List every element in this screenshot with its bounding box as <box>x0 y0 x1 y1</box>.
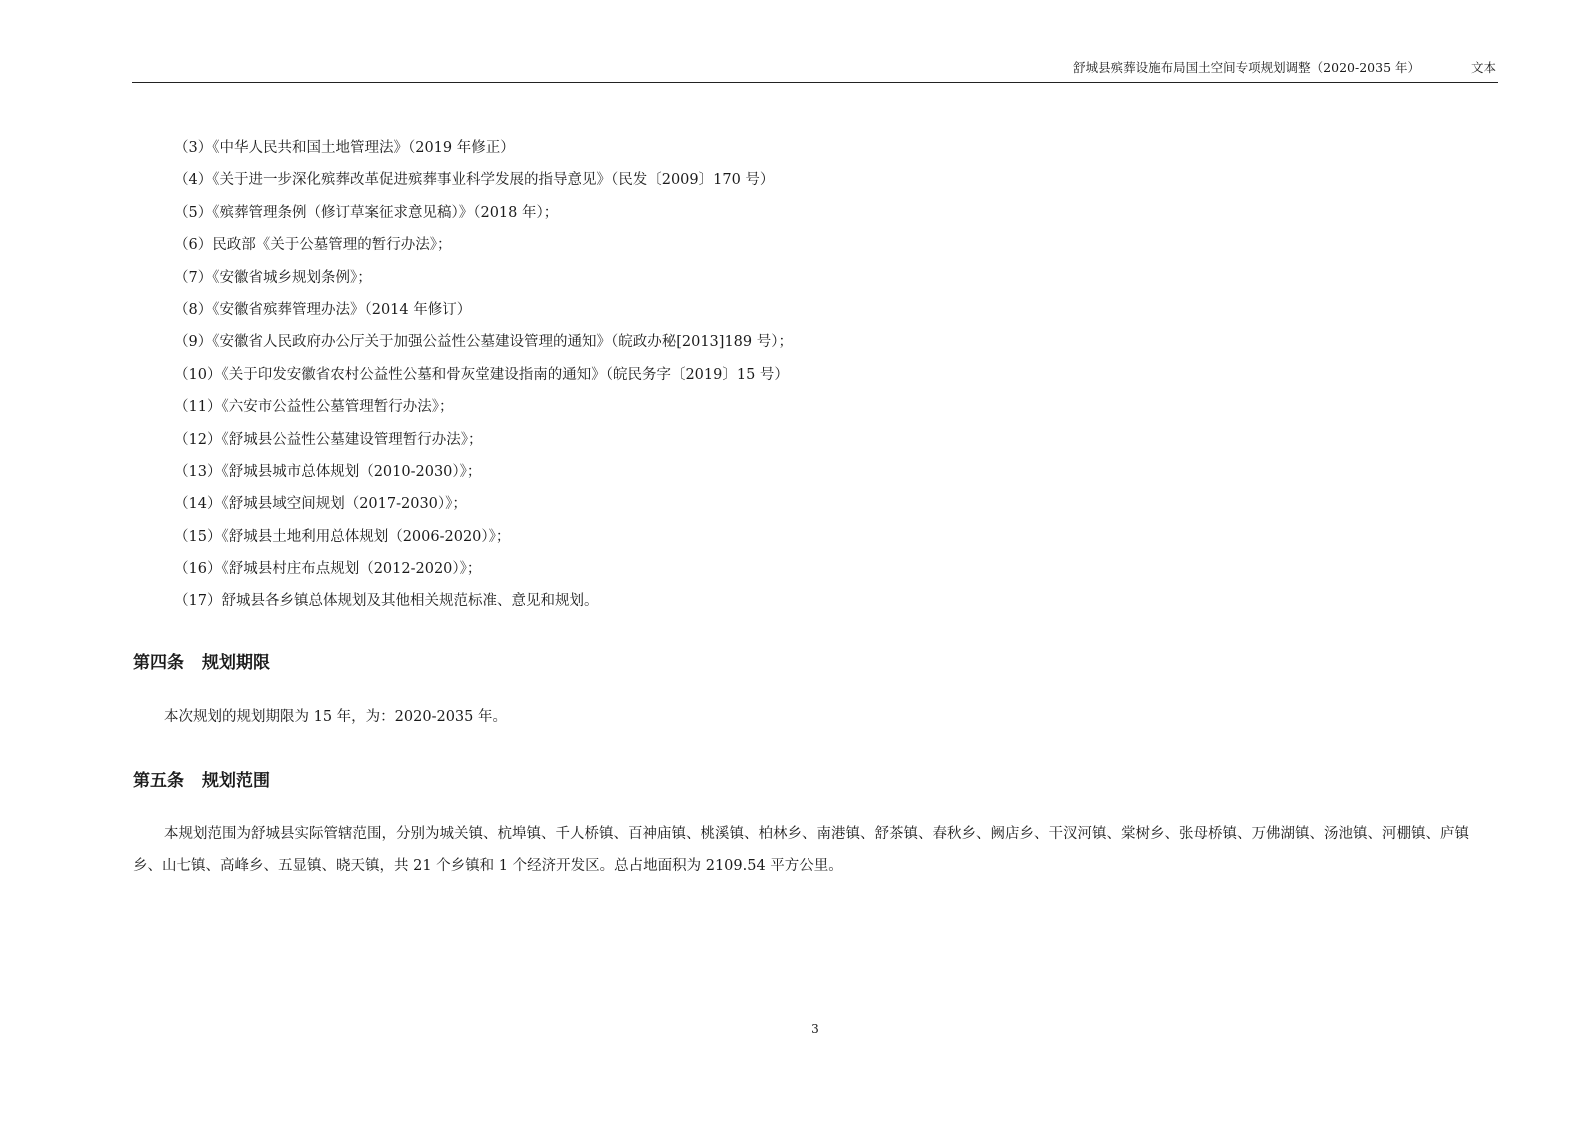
reference-item: （13）《舒城县城市总体规划（2010-2030）》； <box>174 463 482 480</box>
article-5-title: 规划范围 <box>202 771 270 791</box>
article-5-number: 第五条 <box>133 771 184 791</box>
reference-item: （6）民政部《关于公墓管理的暂行办法》； <box>174 237 452 254</box>
reference-item: （4）《关于进一步深化殡葬改革促进殡葬事业科学发展的指导意见》（民发〔2009〕170 号） <box>174 172 775 189</box>
reference-item: （16）《舒城县村庄布点规划（2012-2020）》； <box>174 561 482 578</box>
reference-item: （11）《六安市公益性公墓管理暂行办法》； <box>174 399 454 416</box>
reference-item: （5）《殡葬管理条例（修订草案征求意见稿）》（2018 年）； <box>174 204 559 221</box>
article-4-heading <box>133 648 270 673</box>
article-5-body: 本规划范围为舒城县实际管辖范围，分别为城关镇、杭埠镇、千人桥镇、百神庙镇、桃溪镇、柏林乡、南港镇、舒茶镇、春秋乡、阙店乡、干汊河镇、棠树乡、张母桥镇、万佛湖镇、汤池镇、河棚镇、庐镇乡、山七镇、高峰乡、五显镇、晓天镇，共 21 个乡镇和 1 个经济开发区。总占地面积为 2109.54 平方公里。 <box>133 826 1469 874</box>
reference-item: （14）《舒城县域空间规划（2017-2030）》； <box>174 496 467 513</box>
header-section-label: 文本 <box>1470 60 1496 75</box>
page-header <box>132 54 1498 83</box>
article-4-title: 规划期限 <box>202 653 270 673</box>
reference-list <box>174 138 793 624</box>
header-document-title: 舒城县殡葬设施布局国土空间专项规划调整（2020-2035 年） <box>1073 60 1420 75</box>
reference-item: （3）《中华人民共和国土地管理法》（2019 年修正） <box>174 140 515 156</box>
reference-item: （10）《关于印发安徽省农村公益性公墓和骨灰堂建设指南的通知》（皖民务字〔2019〕15 号） <box>174 366 789 383</box>
reference-item: （15）《舒城县土地利用总体规划（2006-2020）》； <box>174 528 511 545</box>
page-number: 3 <box>811 1022 819 1036</box>
reference-item: （9）《安徽省人民政府办公厅关于加强公益性公墓建设管理的通知》（皖政办秘[2013]189 号）； <box>174 334 793 351</box>
reference-item: （7）《安徽省城乡规划条例》； <box>174 269 372 286</box>
article-5-heading <box>133 766 270 791</box>
article-4-body: 本次规划的规划期限为 15 年，为：2020-2035 年。 <box>164 709 507 725</box>
reference-item: （17）舒城县各乡镇总体规划及其他相关规范标准、意见和规划。 <box>174 593 599 610</box>
reference-item: （12）《舒城县公益性公墓建设管理暂行办法》； <box>174 431 483 448</box>
reference-item: （8）《安徽省殡葬管理办法》（2014 年修订） <box>174 301 472 318</box>
article-4-number: 第四条 <box>133 653 184 673</box>
